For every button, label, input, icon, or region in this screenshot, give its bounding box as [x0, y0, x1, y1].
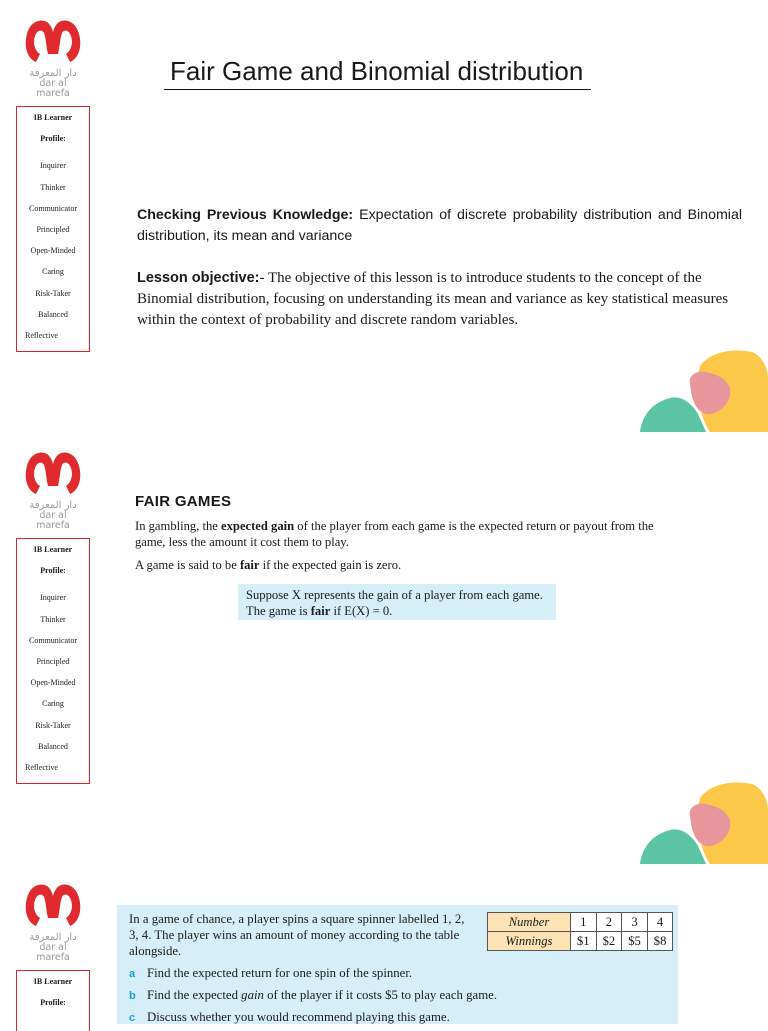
profile-item: Balanced [38, 741, 68, 751]
profile-item: Communicator [29, 203, 77, 213]
dar-al-marefa-logo-icon [22, 878, 84, 930]
fair-game-definition [135, 557, 670, 573]
exercise-intro: In a game of chance, a player spins a square spinner labelled 1, 2, 3, 4. The player wins an amount of money according to the table alongside. [129, 912, 465, 958]
question-text: Find the expected [147, 988, 242, 1002]
profile-heading: IB Learner [33, 545, 73, 554]
profile-heading: IB Learner [33, 977, 73, 986]
school-logo [22, 446, 84, 531]
learner-profile-box [16, 970, 90, 1031]
info-box-line-2 [246, 603, 556, 619]
expected-gain-term: expected gain [221, 519, 295, 533]
learner-profile-box [16, 106, 90, 352]
spinner-exercise-box [117, 905, 678, 1024]
profile-item: Inquirer [40, 161, 66, 171]
logo-arabic-text: دار المعرفة [29, 68, 77, 79]
profile-item: Risk-Taker [35, 720, 71, 730]
question-label: c [129, 1012, 136, 1024]
question-list [129, 965, 669, 1031]
previous-knowledge-paragraph [137, 205, 742, 247]
lesson-objective-paragraph [137, 268, 745, 331]
table-cell: $1 [571, 932, 597, 951]
question-label: b [129, 990, 136, 1002]
decorative-shapes-icon [640, 348, 768, 432]
profile-item: Thinker [40, 614, 66, 624]
list-item [129, 965, 669, 987]
fair-games-heading: FAIR GAMES [135, 493, 232, 510]
profile-item: Caring [42, 699, 64, 709]
question-text: Discuss whether you would recommend playing this game. [147, 1010, 450, 1024]
info-box-line-1: Suppose X represents the gain of a player from each game. [246, 588, 543, 602]
list-item [129, 987, 669, 1009]
table-row [488, 913, 673, 932]
profile-item: Balanced [38, 309, 68, 319]
table-header-cell: Winnings [488, 932, 571, 951]
logo-arabic-text: دار المعرفة [29, 500, 77, 511]
profile-item: Communicator [29, 635, 77, 645]
profile-item: Principled [36, 225, 70, 235]
list-item [129, 1009, 669, 1031]
table-cell: 4 [647, 913, 673, 932]
profile-heading: IB Learner [33, 113, 73, 122]
profile-item: Reflective [25, 763, 58, 773]
text: if E(X) = 0. [330, 604, 393, 618]
slide-3 [0, 864, 768, 1024]
question-text: of the player if it costs $5 to play each game. [263, 988, 498, 1002]
profile-item: Risk-Taker [35, 288, 71, 298]
table-cell: 1 [571, 913, 597, 932]
profile-heading-2: Profile: [40, 134, 66, 144]
profile-heading-2: Profile: [40, 566, 66, 576]
fair-games-definition [135, 518, 670, 550]
logo-english-text: dar al marefa [36, 78, 70, 99]
previous-knowledge-text: Expectation of discrete probability distribution and Binomial distribution, its mean and variance [137, 207, 742, 244]
fair-term: fair [239, 558, 260, 572]
text: The game is [246, 604, 311, 618]
text: In gambling, the [135, 519, 222, 533]
slide-2 [0, 432, 768, 864]
question-label: a [129, 968, 136, 980]
table-header-cell: Number [488, 913, 571, 932]
lesson-objective-label: Lesson objective: [137, 270, 260, 286]
school-logo [22, 14, 84, 99]
text: of the player from each game is the expected return or payout from the game, less the amount it cost them to play. [135, 519, 654, 549]
dar-al-marefa-logo-icon [22, 446, 84, 498]
table-row [488, 932, 673, 951]
learner-profile-box [16, 538, 90, 784]
lesson-objective-text: - The objective of this lesson is to introduce students to the concept of the Binomial distribution, focusing on understanding its mean and variance as key statistical measures within the context of probability and discrete random variables. [137, 270, 729, 328]
page-title: Fair Game and Binomial distribution [164, 56, 591, 90]
profile-item: Reflective [25, 331, 58, 341]
profile-item: Inquirer [40, 593, 66, 603]
table-cell: 3 [622, 913, 648, 932]
question-text-emphasis: gain [241, 988, 264, 1002]
previous-knowledge-label: Checking Previous Knowledge: [137, 207, 354, 223]
table-cell: 2 [596, 913, 622, 932]
decorative-shapes-icon [640, 780, 768, 864]
table-cell: $5 [622, 932, 648, 951]
logo-english-text: dar al marefa [36, 510, 70, 531]
logo-english-text: dar al marefa [36, 942, 70, 963]
table-cell: $8 [647, 932, 673, 951]
slide-1 [0, 0, 768, 432]
profile-item: Open-Minded [30, 246, 76, 256]
profile-item: Principled [36, 657, 70, 667]
table-cell: $2 [596, 932, 622, 951]
dar-al-marefa-logo-icon [22, 14, 84, 66]
profile-heading-2: Profile: [40, 998, 66, 1008]
fair-term: fair [310, 604, 331, 618]
winnings-table [487, 912, 673, 951]
profile-item: Open-Minded [30, 678, 76, 688]
text: if the expected gain is zero. [259, 558, 402, 572]
logo-arabic-text: دار المعرفة [29, 932, 77, 943]
profile-item: Caring [42, 267, 64, 277]
question-text: Find the expected return for one spin of the spinner. [147, 966, 413, 980]
profile-item: Thinker [40, 182, 66, 192]
text: A game is said to be [135, 558, 240, 572]
school-logo [22, 878, 84, 963]
fair-game-info-box [238, 584, 556, 620]
